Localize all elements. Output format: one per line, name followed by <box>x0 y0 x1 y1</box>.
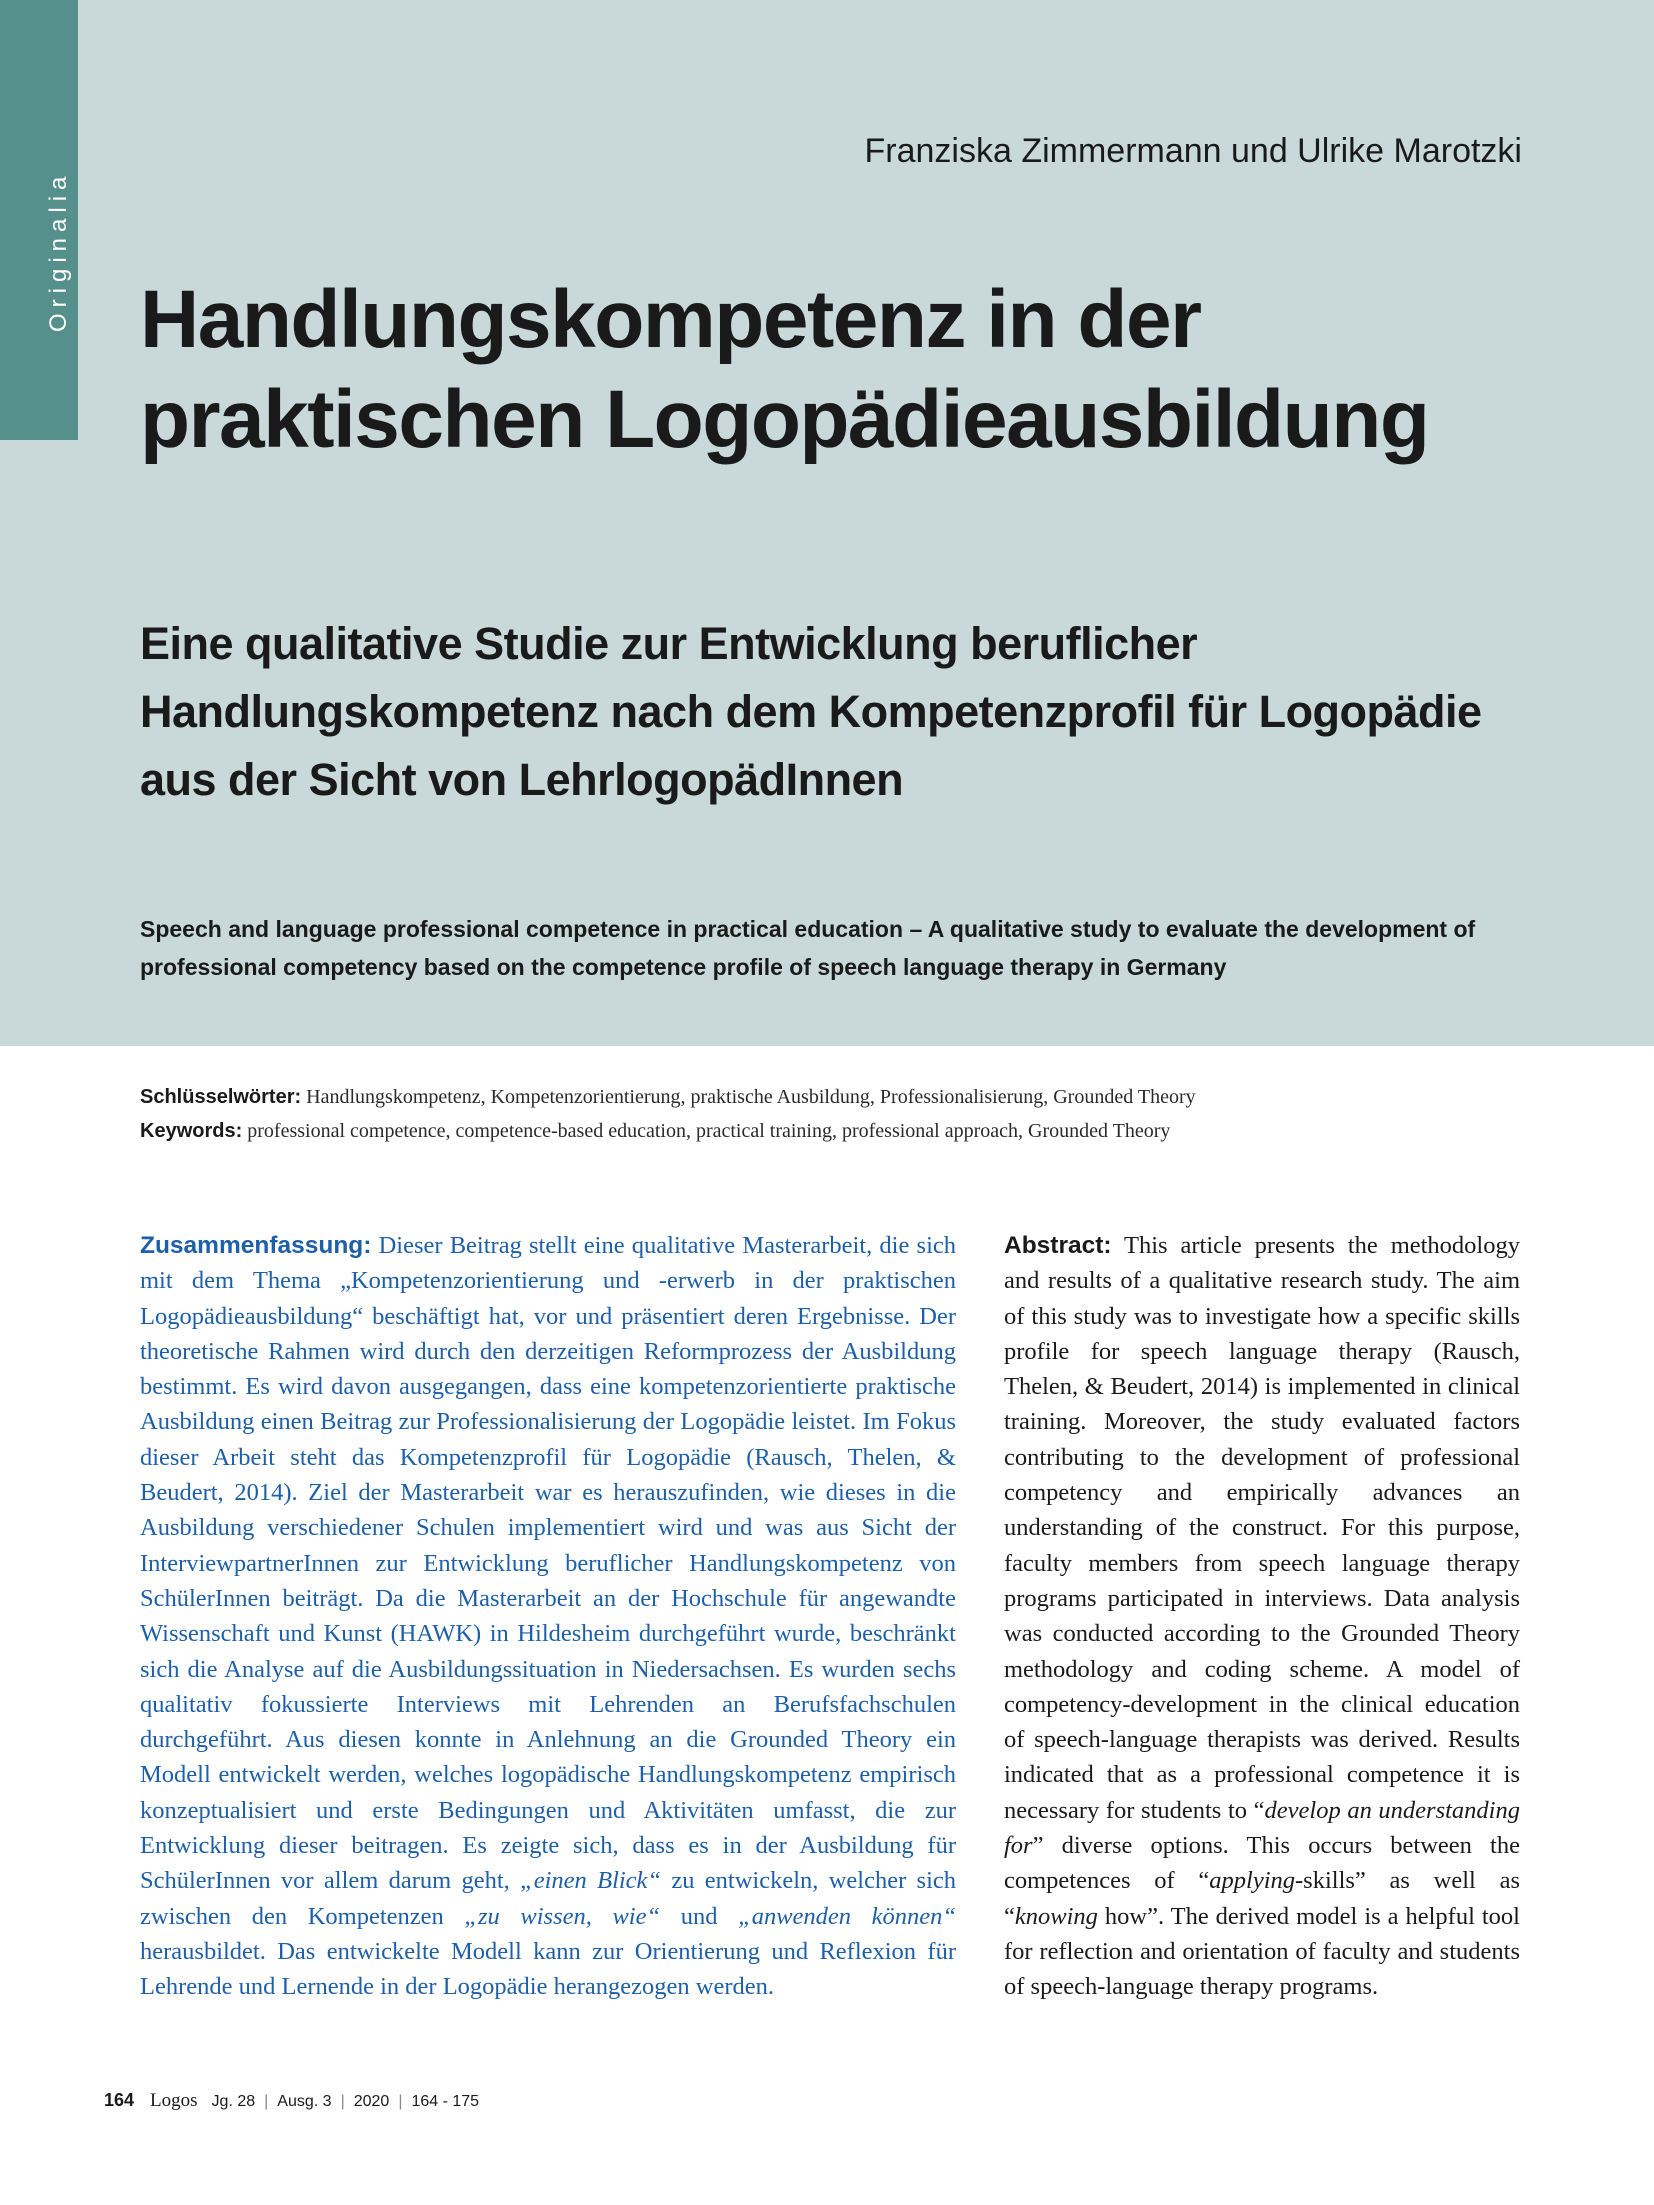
keywords-en <box>140 1114 1540 1148</box>
abstract-english-label: Abstract: <box>1004 1232 1112 1259</box>
abstract-german-emphasis-1: „einen Blick“ <box>520 1867 662 1895</box>
abstract-german-emphasis-3: „anwenden können“ <box>738 1902 957 1930</box>
footer-separator: | <box>264 2093 269 2110</box>
page-footer <box>104 2090 479 2112</box>
journal-volume: Jg. 28 <box>211 2093 256 2110</box>
abstract-english-text-4: how”. The derived model is a helpful tool for reflection and orientation of faculty and students of speech-language therapy programs. <box>1004 1902 1520 2001</box>
keywords-en-label: Keywords: <box>140 1120 243 1142</box>
keywords-en-text: professional competence, competence-based education, practical training, professional approach, Grounded Theory <box>247 1120 1171 1142</box>
keywords-de-text: Handlungskompetenz, Kompetenzorientierung, praktische Ausbildung, Professionalisierung, Grounded Theory <box>306 1086 1196 1108</box>
abstract-german-text-4: herausbildet. Das entwickelte Modell kann zur Orientierung und Reflexion für Lehrende und Lernende in der Logopädie herangezogen werden. <box>140 1937 956 2001</box>
abstract-english-text-3: -skills” as well as “ <box>1004 1867 1520 1930</box>
abstract-german-emphasis-2: „zu wissen, wie“ <box>464 1902 661 1930</box>
section-tab <box>0 0 78 440</box>
abstract-german-text-3: und <box>680 1902 718 1930</box>
journal-name: Logos <box>150 2090 198 2111</box>
abstract-english-emphasis-3: knowing <box>1014 1902 1098 1930</box>
english-title-main: Speech and language professional competence in practical education <box>140 916 904 942</box>
abstract-german-label: Zusammenfassung: <box>140 1232 372 1259</box>
abstract-english-emphasis-2: applying <box>1209 1867 1296 1895</box>
abstract-english-emphasis-1: develop an understanding for <box>1004 1796 1520 1860</box>
keywords-block <box>140 1080 1540 1148</box>
english-title <box>140 910 1540 986</box>
abstract-german <box>140 1228 956 2005</box>
journal-pages: 164 - 175 <box>411 2093 480 2110</box>
footer-separator: | <box>340 2093 345 2110</box>
journal-issue: Ausg. 3 <box>277 2093 332 2110</box>
english-title-rest: – A qualitative study to evaluate the development of professional competency based on the competence profile of speech language therapy in Germany <box>140 916 1476 980</box>
keywords-de-label: Schlüsselwörter: <box>140 1086 302 1108</box>
keywords-de <box>140 1080 1540 1114</box>
footer-separator: | <box>398 2093 403 2110</box>
abstract-german-text-2: zu entwickeln, welcher sich zwischen den Kompetenzen <box>140 1867 957 1930</box>
section-label: Originalia <box>45 170 72 332</box>
article-subtitle: Eine qualitative Studie zur Entwicklung beruflicher Handlungskompetenz nach dem Kompetenzprofil für Logopädie aus der Sicht von LehrlogopädInnen <box>140 618 1482 805</box>
page-number: 164 <box>104 2090 135 2110</box>
authors: Franziska Zimmermann und Ulrike Marotzki <box>864 132 1522 170</box>
abstract-english-text-2: ” diverse options. This occurs between the competences of “ <box>1004 1832 1520 1895</box>
abstract-english-text-1: This article presents the methodology and results of a qualitative research study. The aim of this study was to investigate how a specific skills profile for speech language therapy (Rausch, Thelen, & Beudert, 2014) is implemented in clinical training. Moreover, the study evaluated factors contributing to the development of professional competency and empirically advances an understanding of the construct. For this purpose, faculty members from speech language therapy programs participated in interviews. Data analysis was conducted according to the Grounded Theory methodology and coding scheme. A model of competency-development in the clinical education of speech-language therapists was derived. Results indicated that as a professional competence it is necessary for students to “ <box>1004 1232 1520 1824</box>
article-title: Handlungskompetenz in der praktischen Logopädieausbildung <box>140 274 1429 465</box>
journal-year: 2020 <box>353 2093 390 2110</box>
abstract-english <box>1004 1228 1520 2005</box>
abstract-german-text-1: Dieser Beitrag stellt eine qualitative Masterarbeit, die sich mit dem Thema „Kompetenzorientierung und -erwerb in der praktischen Logopädieausbildung“ beschäftigt hat, vor und präsentiert deren Ergebnisse. Der theoretische Rahmen wird durch den derzeitigen Reformprozess der Ausbildung bestimmt. Es wird davon ausgegangen, dass eine kompetenzorientierte praktische Ausbildung einen Beitrag zur Professionalisierung der Logopädie leistet. Im Fokus dieser Arbeit steht das Kompetenzprofil für Logopädie (Rausch, Thelen, & Beudert, 2014). Ziel der Masterarbeit war es herauszufinden, wie dieses in die Ausbildung verschiedener Schulen implementiert wird und was aus Sicht der InterviewpartnerInnen zur Entwicklung beruflicher Handlungskompetenz von SchülerInnen beiträgt. Da die Masterarbeit an der Hochschule für angewandte Wissenschaft und Kunst (HAWK) in Hildesheim durchgeführt wurde, beschränkt sich die Analyse auf die Ausbildungssituation in Niedersachsen. Es wurden sechs qualitativ fokussierte Interviews mit Lehrenden an Berufsfachschulen durchgeführt. Aus diesen konnte in Anlehnung an die Grounded Theory ein Modell entwickelt werden, welches logopädische Handlungskompetenz empirisch konzeptualisiert und erste Bedingungen und Aktivitäten umfasst, die zur Entwicklung dieser beitragen. Es zeigte sich, dass es in der Ausbildung für SchülerInnen vor allem darum geht, <box>140 1232 956 1895</box>
